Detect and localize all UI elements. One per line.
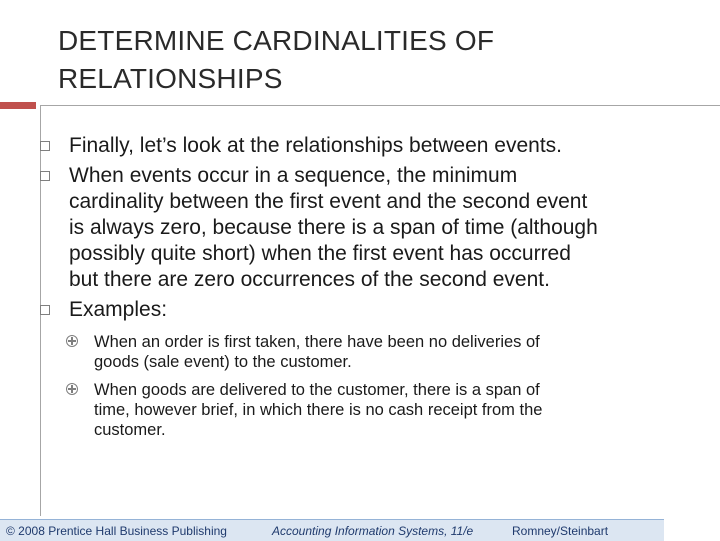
title-divider — [40, 105, 720, 106]
circle-plus-bullet-icon — [66, 383, 78, 395]
bullet-2-line-2: cardinality between the first event and the second event — [69, 190, 588, 213]
footer-book-title: Accounting Information Systems, 11/e — [272, 524, 474, 538]
slide-title — [58, 22, 698, 98]
title-accent-bar — [0, 102, 36, 109]
sub-bullet-2-line-1: When goods are delivered to the customer, there is a span of — [94, 381, 540, 399]
bullet-3-line-1: Examples: — [69, 298, 168, 321]
footer-authors: Romney/Steinbart — [512, 524, 609, 538]
bullet-2-line-4: possibly quite short) when the first event has occurred — [69, 242, 571, 265]
sub-bullet-2-line-2: time, however brief, in which there is no cash receipt from the — [94, 401, 543, 419]
bullet-2-line-5: but there are zero occurrences of the second event. — [69, 268, 550, 291]
sub-bullet-1-line-2: goods (sale event) to the customer. — [94, 353, 352, 371]
square-bullet-icon — [40, 305, 50, 315]
sub-bullet-1-line-1: When an order is first taken, there have been no deliveries of — [94, 333, 540, 351]
square-bullet-icon — [40, 171, 50, 181]
footer-copyright: © 2008 Prentice Hall Business Publishing — [6, 524, 227, 538]
bullet-1-line-1: Finally, let’s look at the relationships between events. — [69, 134, 562, 157]
slide-footer — [0, 519, 664, 541]
slide-title-line-2: RELATIONSHIPS — [58, 63, 283, 94]
circle-plus-bullet-icon — [66, 335, 78, 347]
sub-bullet-2-line-3: customer. — [94, 421, 166, 439]
square-bullet-icon — [40, 141, 50, 151]
bullet-2-line-1: When events occur in a sequence, the minimum — [69, 164, 518, 187]
slide-title-line-1: DETERMINE CARDINALITIES OF — [58, 25, 495, 56]
bullet-2-line-3: is always zero, because there is a span of time (although — [69, 216, 598, 239]
